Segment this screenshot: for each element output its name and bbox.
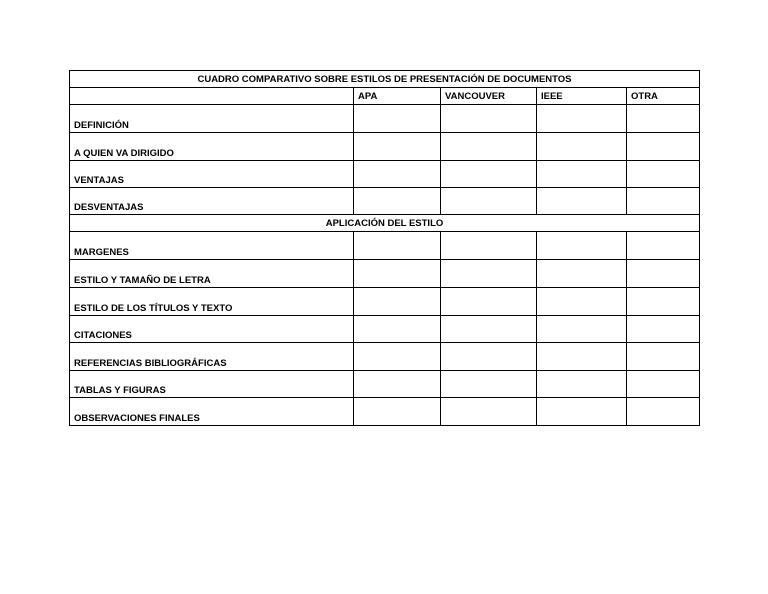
section-row (70, 215, 700, 232)
table-cell (441, 398, 537, 426)
table-row (70, 288, 700, 316)
table-cell (627, 398, 700, 426)
table-cell (441, 371, 537, 398)
table-cell (627, 232, 700, 260)
table-cell (354, 316, 441, 343)
table-cell (354, 260, 441, 288)
table-row (70, 188, 700, 215)
column-header-apa: APA (354, 88, 441, 105)
table-cell (441, 232, 537, 260)
table-cell (441, 188, 537, 215)
table-cell (537, 288, 627, 316)
table-cell (354, 288, 441, 316)
table-cell (537, 343, 627, 371)
section-title: APLICACIÓN DEL ESTILO (70, 215, 700, 232)
table-cell (354, 133, 441, 161)
table-cell (537, 398, 627, 426)
row-label-estilo-titulos-texto: ESTILO DE LOS TÍTULOS Y TEXTO (70, 288, 354, 316)
table-cell (354, 161, 441, 188)
column-header-otra: OTRA (627, 88, 700, 105)
row-label-observaciones: OBSERVACIONES FINALES (70, 398, 354, 426)
table-cell (537, 371, 627, 398)
table-cell (627, 288, 700, 316)
table-cell (627, 371, 700, 398)
table-cell (537, 260, 627, 288)
table-cell (627, 316, 700, 343)
table-row (70, 398, 700, 426)
table-cell (354, 105, 441, 133)
table-row (70, 343, 700, 371)
table-cell (537, 133, 627, 161)
table-cell (441, 343, 537, 371)
table-cell (627, 161, 700, 188)
table-cell (627, 260, 700, 288)
column-header-row (70, 88, 700, 105)
table-title-row (70, 71, 700, 88)
table-cell (537, 105, 627, 133)
row-label-desventajas: DESVENTAJAS (70, 188, 354, 215)
row-label-estilo-tamano-letra: ESTILO Y TAMAÑO DE LETRA (70, 260, 354, 288)
table-cell (354, 343, 441, 371)
table-cell (441, 288, 537, 316)
comparison-table (69, 70, 700, 426)
table-row (70, 133, 700, 161)
row-label-a-quien-va-dirigido: A QUIEN VA DIRIGIDO (70, 133, 354, 161)
row-label-margenes: MARGENES (70, 232, 354, 260)
table-cell (354, 188, 441, 215)
table-cell (441, 161, 537, 188)
table-cell (537, 316, 627, 343)
row-label-definicion: DEFINICIÓN (70, 105, 354, 133)
table-cell (354, 371, 441, 398)
table-cell (441, 260, 537, 288)
table-cell (627, 133, 700, 161)
table-cell (441, 105, 537, 133)
table-row (70, 260, 700, 288)
table-cell (441, 316, 537, 343)
table-cell (627, 105, 700, 133)
column-header-ieee: IEEE (537, 88, 627, 105)
table-cell (537, 232, 627, 260)
table-title: CUADRO COMPARATIVO SOBRE ESTILOS DE PRESENTACIÓN DE DOCUMENTOS (70, 71, 700, 88)
table-row (70, 161, 700, 188)
table-row (70, 105, 700, 133)
column-header-vancouver: VANCOUVER (441, 88, 537, 105)
table-cell (627, 188, 700, 215)
row-label-ventajas: VENTAJAS (70, 161, 354, 188)
table-cell (354, 398, 441, 426)
table-cell (627, 343, 700, 371)
table-row (70, 316, 700, 343)
table-row (70, 232, 700, 260)
table-cell (537, 188, 627, 215)
table-cell (441, 133, 537, 161)
table-row (70, 371, 700, 398)
table-cell (354, 232, 441, 260)
row-label-tablas-figuras: TABLAS Y FIGURAS (70, 371, 354, 398)
table-cell (537, 161, 627, 188)
empty-header-cell (70, 88, 354, 105)
row-label-citaciones: CITACIONES (70, 316, 354, 343)
row-label-referencias: REFERENCIAS BIBLIOGRÁFICAS (70, 343, 354, 371)
